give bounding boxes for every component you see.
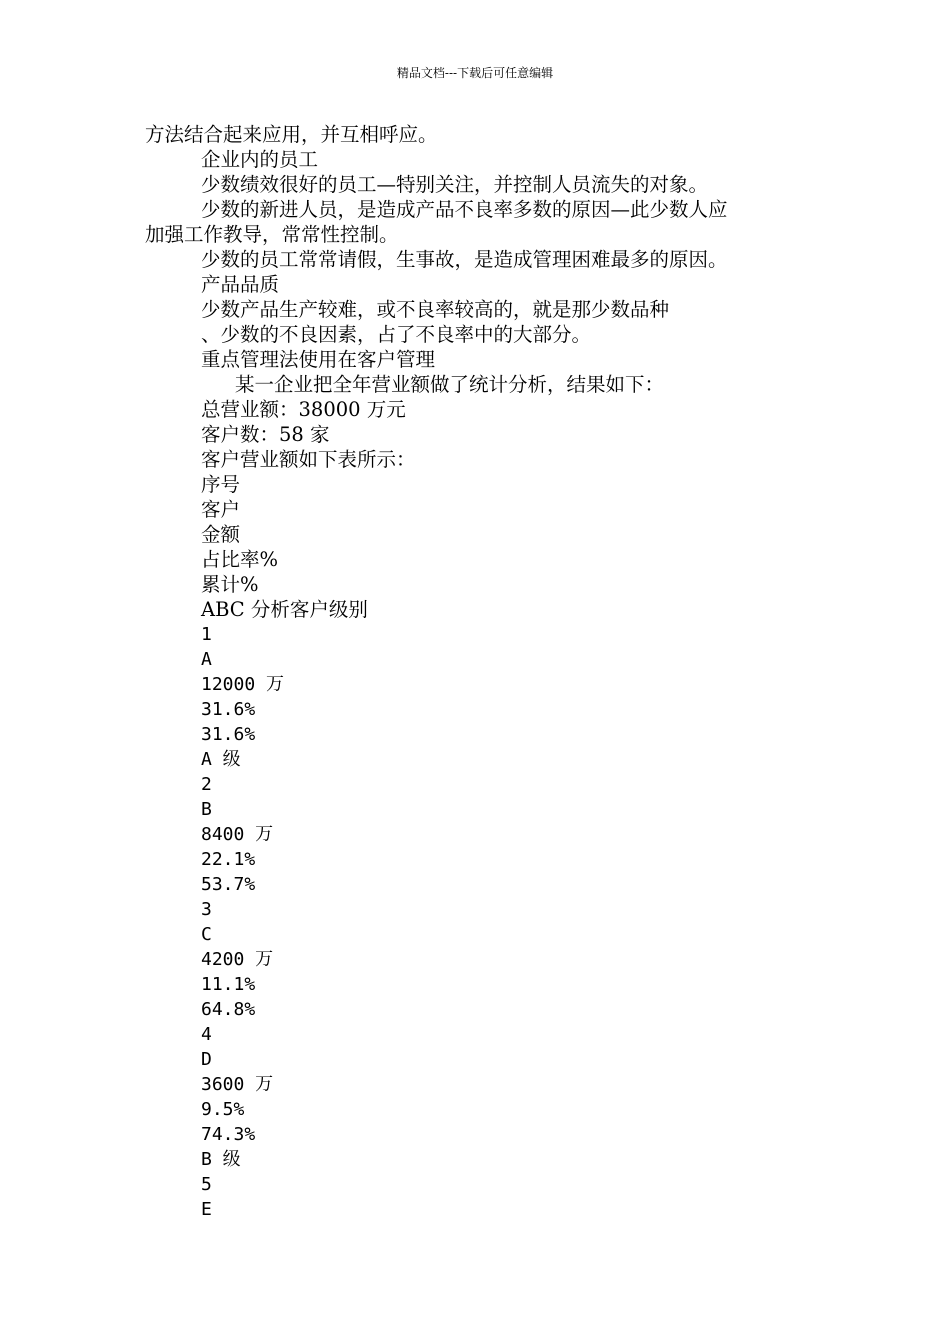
table-cell: 2: [201, 774, 212, 795]
summary-line: 总营业额：38000 万元: [201, 398, 406, 421]
paragraph-line: 某一企业把全年营业额做了统计分析，结果如下：: [235, 373, 665, 396]
table-cell: 64.8%: [201, 999, 256, 1020]
table-cell: C: [201, 924, 212, 945]
table-header-cell: 累计%: [201, 573, 259, 596]
table-header-cell: 占比率%: [201, 548, 279, 571]
paragraph-line: 少数的新进人员，是造成产品不良率多数的原因—此少数人应: [201, 198, 728, 221]
page-header: 精品文档---下载后可任意编辑: [396, 66, 554, 80]
table-header-cell: 序号: [201, 473, 241, 496]
section-heading: 企业内的员工: [201, 148, 319, 171]
table-cell: 4: [201, 1024, 212, 1045]
table-cell: 74.3%: [201, 1124, 256, 1145]
table-header-cell: 客户: [201, 498, 241, 521]
table-cell: 8400 万: [201, 824, 274, 845]
table-cell: A: [201, 649, 212, 670]
table-cell: 53.7%: [201, 874, 256, 895]
table-cell: B 级: [201, 1149, 241, 1170]
paragraph-line: 少数产品生产较难，或不良率较高的，就是那少数品种: [201, 298, 670, 321]
table-cell: 22.1%: [201, 849, 256, 870]
summary-line: 客户数：58 家: [201, 423, 330, 446]
table-cell: B: [201, 799, 212, 820]
paragraph-line: 、少数的不良因素，占了不良率中的大部分。: [201, 323, 592, 346]
table-cell: A 级: [201, 749, 241, 770]
table-cell: 3: [201, 899, 212, 920]
table-cell: 11.1%: [201, 974, 256, 995]
summary-line: 客户营业额如下表所示：: [201, 448, 416, 471]
table-cell: E: [201, 1199, 212, 1220]
paragraph-line: 方法结合起来应用，并互相呼应。: [145, 123, 438, 146]
document-body: [0, 122, 950, 1222]
table-header-cell: ABC 分析客户级别: [201, 598, 368, 621]
paragraph-line: 加强工作教导，常常性控制。: [145, 223, 399, 246]
table-cell: 12000 万: [201, 674, 285, 695]
table-cell: 31.6%: [201, 699, 256, 720]
section-heading: 产品品质: [201, 273, 280, 296]
table-cell: 31.6%: [201, 724, 256, 745]
table-cell: 3600 万: [201, 1074, 274, 1095]
table-cell: 5: [201, 1174, 212, 1195]
paragraph-line: 少数的员工常常请假，生事故，是造成管理困难最多的原因。: [201, 248, 728, 271]
table-cell: 4200 万: [201, 949, 274, 970]
table-cell: 1: [201, 624, 212, 645]
table-header-cell: 金额: [201, 523, 241, 546]
table-cell: D: [201, 1049, 212, 1070]
table-cell: 9.5%: [201, 1099, 245, 1120]
paragraph-line: 少数绩效很好的员工—特别关注，并控制人员流失的对象。: [201, 173, 709, 196]
section-heading: 重点管理法使用在客户管理: [201, 348, 436, 371]
